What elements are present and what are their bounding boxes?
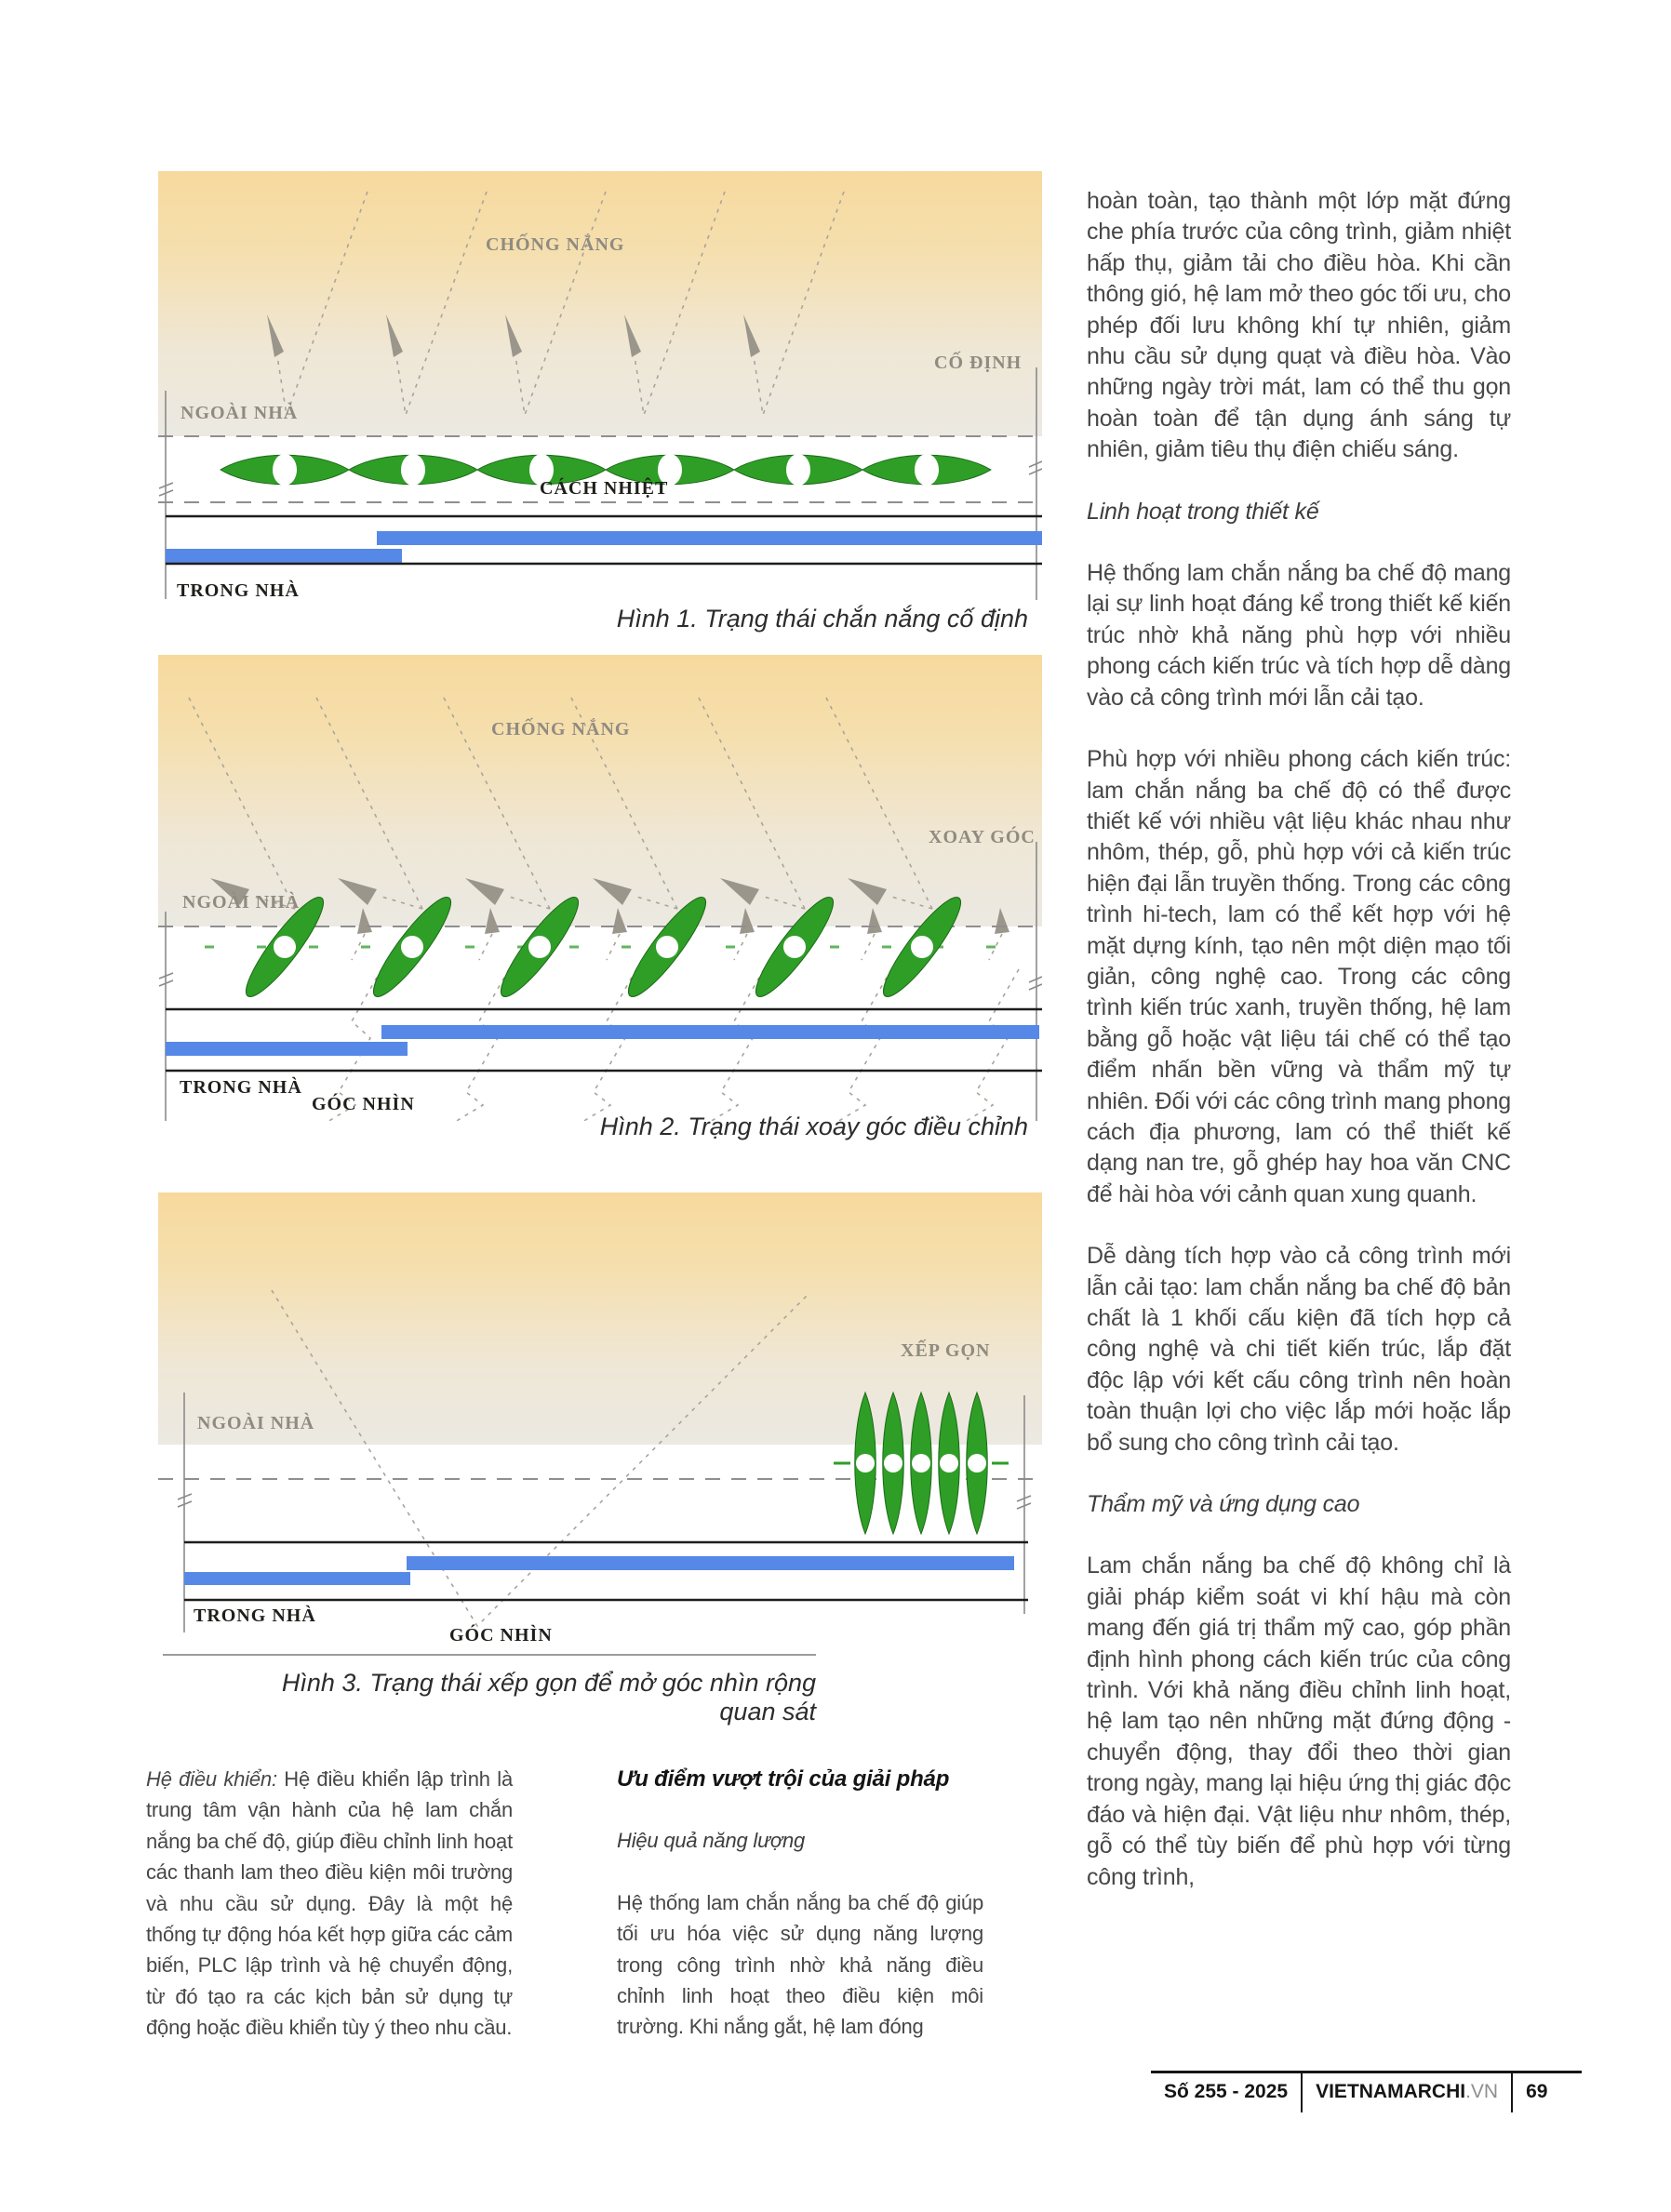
label-xoay-goc: XOAY GÓC — [929, 827, 1036, 847]
column-advantages — [617, 1764, 983, 2073]
page-number: 69 — [1511, 2073, 1612, 2112]
label-trong-nha: TRONG NHÀ — [180, 1077, 302, 1098]
paragraph-4: Dễ dàng tích hợp vào cả công trình mới lẫn cải tạo: lam chắn nắng ba chế độ bản chất là 1 khối cấu kiện đã tích hợp cả công nghệ và chi tiết kiến trúc, lắp đặt độc lập với kết cấu công trình nên hoàn toàn thuận lợi cho việc lắp mới hoặc lắp bổ sung cho công trình cải tạo. — [1087, 1243, 1511, 1456]
page-footer — [1151, 2071, 1582, 2112]
label-ngoai-nha: NGOÀI NHÀ — [182, 892, 301, 913]
label-chong-nang: CHỐNG NẮNG — [491, 719, 631, 740]
subheading-design-flexibility: Linh hoạt trong thiết kế — [1087, 498, 1319, 525]
paragraph-energy: Hệ thống lam chắn nắng ba chế độ giúp tối ưu hóa việc sử dụng năng lượng trong công trình nhờ khả năng điều chỉnh linh hoạt theo điều kiện môi trường. Khi nắng gắt, hệ lam đóng — [617, 1890, 983, 2039]
issue-number: Số 255 - 2025 — [1164, 2081, 1289, 2102]
caption-figure-2: Hình 2. Trạng thái xoay góc điều chỉnh — [599, 1113, 1028, 1140]
label-goc-nhin: GÓC NHÌN — [449, 1625, 553, 1646]
column-main-text — [1087, 186, 1511, 1924]
label-cach-nhiet: CÁCH NHIỆT — [540, 478, 669, 499]
floor-slabs — [166, 1009, 1042, 1071]
paragraph-2: Hệ thống lam chắn nắng ba chế độ mang lại sự linh hoạt đáng kể trong thiết kế kiến trúc nhờ khả năng phù hợp với nhiều phong cách kiến trúc và tích hợp dễ dàng vào cả công trình mới lẫn cải tạo. — [1087, 560, 1511, 711]
paragraph-1: hoàn toàn, tạo thành một lớp mặt đứng che phía trước của công trình, giảm nhiệt hấp thụ, giảm tải cho điều hòa. Khi cần thông gió, hệ lam mở theo góc tối ưu, cho phép đối lưu không khí tự nhiên, giảm nhu cầu sử dụng quạt và điều hòa. Vào những ngày trời mát, lam có thể thu gọn hoàn toàn để tận dụng ánh sáng tự nhiên, giảm tiêu thụ điện chiếu sáng. — [1087, 188, 1511, 463]
paragraph-control-system — [146, 1764, 513, 2044]
caption-figure-3: Hình 3. Trạng thái xếp gọn để mở góc nhìn rộng quan sát — [281, 1669, 816, 1726]
paragraph-lead: Hệ điều khiển: — [146, 1767, 277, 1791]
label-ngoai-nha: NGOÀI NHÀ — [197, 1413, 315, 1433]
louver-stack-folded — [855, 1392, 988, 1534]
label-goc-nhin: GÓC NHÌN — [312, 1094, 415, 1114]
caption-figure-1: Hình 1. Trạng thái chắn nắng cố định — [616, 605, 1028, 633]
section-heading-advantages: Ưu điểm vượt trội của giải pháp — [617, 1766, 950, 1792]
figure-1 — [158, 171, 1042, 604]
label-trong-nha: TRONG NHÀ — [194, 1606, 316, 1626]
brand-name: VIETNAMARCHI — [1316, 2081, 1466, 2102]
paragraph-3: Phù hợp với nhiều phong cách kiến trúc: lam chắn nắng ba chế độ có thể được thiết kế với nhiều vật liệu khác nhau như nhôm, thép, gỗ, phù hợp với cả kiến trúc hiện đại lẫn truyền thống. Trong các công trình hi-tech, lam có thể kết hợp với hệ mặt dựng kính, tạo nên một diện mạo tối giản, công nghệ cao. Trong các công trình kiến trúc xanh, truyền thống, hệ lam bằng gỗ hoặc vật liệu tái chế có thể tạo điểm nhấn bền vững và thẩm mỹ tự nhiên. Đối với các công trình mang phong cách địa phương, lam có thể thiết kế dạng nan tre, gỗ ghép hay hoa văn CNC để hài hòa với cảnh quan xung quanh. — [1087, 746, 1511, 1207]
figure-3-separator — [163, 1654, 816, 1656]
label-chong-nang: CHỐNG NẮNG — [486, 234, 625, 255]
floor-slabs — [184, 1542, 1028, 1600]
brand-domain-suffix: .VN — [1465, 2081, 1499, 2102]
louver-row-rotated — [236, 889, 969, 1004]
paragraph-body: Hệ điều khiển lập trình là trung tâm vận hành của hệ lam chắn nắng ba chế độ, giúp điều chỉnh linh hoạt các thanh lam theo điều kiện môi trường và nhu cầu sử dụng. Đây là một hệ thống tự động hóa kết hợp giữa các cảm biến, PLC lập trình và hệ chuyển động, từ đó tạo ra các kịch bản sử dụng tự động hoặc điều khiển tùy ý theo nhu cầu. — [146, 1767, 513, 2040]
floor-slabs — [166, 516, 1042, 564]
subheading-energy-efficiency: Hiệu quả năng lượng — [617, 1829, 806, 1853]
brand — [1301, 2073, 1511, 2112]
subheading-aesthetics: Thẩm mỹ và ứng dụng cao — [1087, 1491, 1360, 1518]
label-co-dinh: CỐ ĐỊNH — [934, 353, 1023, 373]
sun-rays — [267, 192, 844, 415]
figure-2 — [158, 651, 1042, 1121]
paragraph-5: Lam chắn nắng ba chế độ không chỉ là giải pháp kiểm soát vi khí hậu mà còn mang đến giá trị thẩm mỹ cao, góp phần định hình phong cách kiến trúc của công trình. Với khả năng điều chỉnh linh hoạt, hệ lam tạo nên những mặt đứng động - chuyển động, thay đổi theo thời gian trong ngày, mang lại hiệu ứng thị giác độc đáo và hiện đại. Vật liệu như nhôm, thép, gỗ có thể tùy biến để phù hợp với từng công trình, — [1087, 1552, 1511, 1890]
label-ngoai-nha: NGOÀI NHÀ — [180, 403, 299, 423]
figure-3 — [158, 1193, 1042, 1658]
column-control-system — [146, 1764, 513, 2074]
label-trong-nha: TRONG NHÀ — [177, 580, 300, 601]
label-xep-gon: XẾP GỌN — [901, 1340, 991, 1361]
